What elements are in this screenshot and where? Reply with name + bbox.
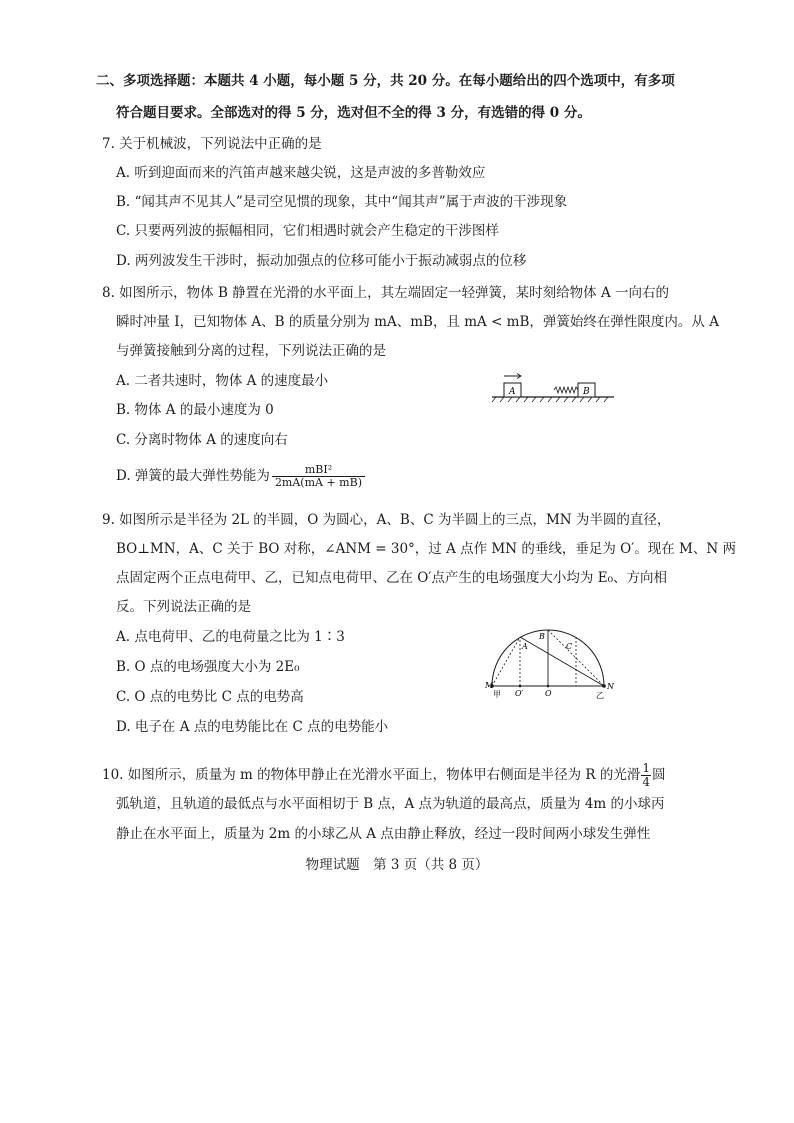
q10-stem-line1-end: 圆 [652, 767, 666, 783]
section-heading-line1: 二、多项选择题：本题共 4 小题，每小题 5 分，共 20 分。在每小题给出的四个选项中，有多项 [96, 73, 675, 89]
q10-stem-line3: 静止在水平面上，质量为 2m 的小球乙从 A 点由静止释放，经过一段时间两小球发生弹性 [116, 826, 651, 842]
quarter-fraction [641, 762, 651, 789]
ground-hatching [492, 397, 608, 402]
q8-fraction-numerator: mBI² [272, 464, 365, 477]
label-yi: 乙 [596, 691, 604, 700]
q8-option-a: A. 二者共速时，物体 A 的速度最小 [116, 373, 329, 389]
q8-option-c: C. 分离时物体 A 的速度向右 [116, 432, 288, 448]
q8-stem-line3: 与弹簧接触到分离的过程，下列说法正确的是 [116, 343, 386, 359]
quarter-denominator: 4 [642, 775, 651, 789]
label-b: B [539, 632, 545, 641]
label-o-prime: O′ [515, 689, 524, 698]
q7-option-a: A. 听到迎面而来的汽笛声越来越尖锐，这是声波的多普勒效应 [116, 165, 486, 181]
q8-energy-fraction [272, 464, 365, 489]
point-n [602, 684, 606, 688]
spring [554, 387, 578, 393]
q8-stem-line1: 8. 如图所示，物体 B 静置在光滑的水平面上，其左端固定一轻弹簧，某时刻给物体 A 一向右的 [102, 285, 670, 301]
q7-option-c: C. 只要两列波的振幅相同，它们相遇时就会产生稳定的干涉图样 [116, 223, 499, 239]
q8-stem-line2: 瞬时冲量 I，已知物体 A、B 的质量分别为 mA、mB，且 mA < mB，弹簧始终在弹性限度内。从 A [116, 314, 719, 330]
q8-figure [488, 372, 618, 408]
q8-option-d-text: D. 弹簧的最大弹性势能为 [116, 468, 270, 484]
section-heading-line2: 符合题目要求。全部选对的得 5 分，选对但不全的得 3 分，有选错的得 0 分。 [116, 105, 591, 121]
q9-stem-line4: 反。下列说法正确的是 [116, 599, 251, 615]
q10-stem-line1 [102, 762, 666, 789]
q9-figure [480, 625, 620, 701]
label-a: A [522, 642, 528, 651]
point-o-prime [519, 685, 522, 688]
q9-stem-line2: BO⊥MN，A、C 关于 BO 对称，∠ANM = 30°，过 A 点作 MN 的垂线，垂足为 O′。现在 M、N 两 [116, 541, 736, 557]
block-a-label: A [509, 387, 516, 397]
q9-option-a: A. 点电荷甲、乙的电荷量之比为 1∶3 [116, 629, 345, 645]
label-jia: 甲 [493, 690, 501, 699]
q9-option-b: B. O 点的电场强度大小为 2E₀ [116, 659, 300, 675]
q7-option-d: D. 两列波发生干涉时，振动加强点的位移可能小于振动减弱点的位移 [116, 253, 527, 269]
line-ma [492, 637, 520, 686]
q9-stem-line3: 点固定两个正点电荷甲、乙，已知点电荷甲、乙在 O′点产生的电场强度大小均为 E₀、方向相 [116, 570, 667, 586]
point-o [547, 685, 550, 688]
q7-stem: 7. 关于机械波，下列说法中正确的是 [102, 136, 322, 152]
q8-option-d [116, 464, 365, 489]
q8-fraction-denominator: 2mA(mA + mB) [274, 476, 362, 489]
q10-stem-line1-text: 10. 如图所示，质量为 m 的物体甲静止在光滑水平面上，物体甲右侧面是半径为 R 的光滑 [102, 767, 641, 783]
label-o: O [545, 689, 552, 698]
q7-option-b: B. “闻其声不见其人”是司空见惯的现象，其中“闻其声”属于声波的干涉现象 [116, 194, 568, 210]
q9-option-c: C. O 点的电势比 C 点的电势高 [116, 689, 304, 705]
page-footer: 物理试题 第 3 页（共 8 页） [305, 857, 489, 873]
q10-stem-line2: 弧轨道，且轨道的最低点与水平面相切于 B 点，A 点为轨道的最高点，质量为 4m 的小球丙 [116, 796, 665, 812]
q9-option-d: D. 电子在 A 点的电势能比在 C 点的电势能小 [116, 719, 389, 735]
q8-option-b: B. 物体 A 的最小速度为 0 [116, 402, 274, 418]
label-n: N [607, 682, 614, 691]
q9-stem-line1: 9. 如图所示是半径为 2L 的半圆，O 为圆心，A、B、C 为半圆上的三点，MN 为半圆的直径， [102, 512, 671, 528]
label-c: C [566, 642, 573, 651]
label-m: M [485, 681, 494, 690]
quarter-numerator: 1 [642, 761, 651, 775]
block-b-label: B [583, 387, 590, 397]
